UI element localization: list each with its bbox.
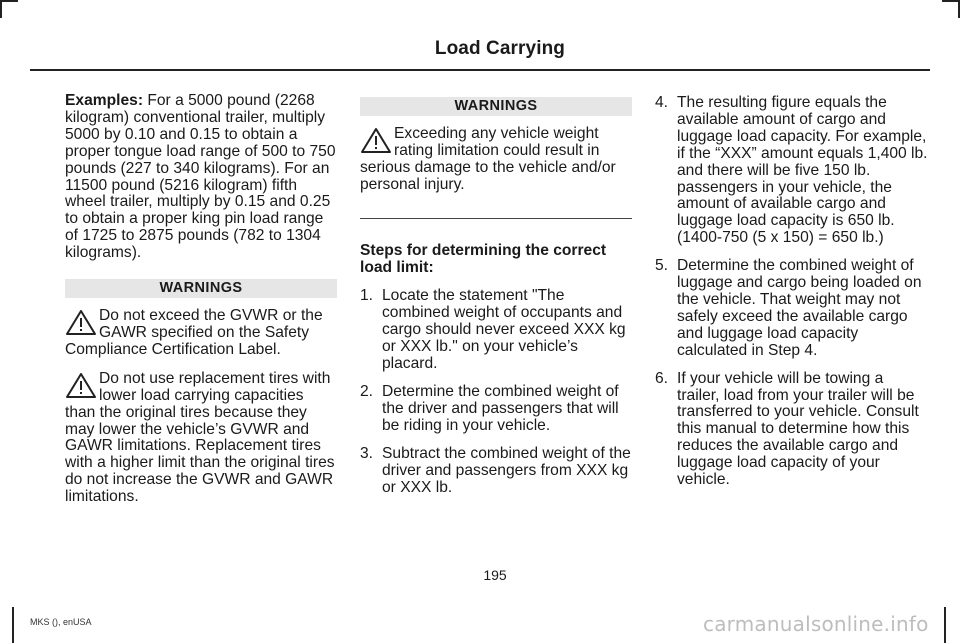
step-number: 1. xyxy=(360,287,374,305)
step-text: Locate the statement "The combined weight of occupants and cargo should never exceed XXX kg or XXX lb." on your vehicle’s placard. xyxy=(382,287,626,373)
step-number: 3. xyxy=(360,444,374,462)
step-text: Determine the combined weight of the driver and passengers that will be riding in your vehicle. xyxy=(382,382,619,434)
crop-mark xyxy=(0,0,18,2)
warnings-heading: WARNINGS xyxy=(65,279,337,298)
crop-mark xyxy=(0,0,2,18)
example-text: For a 5000 pound (2268 kilogram) conventional trailer, multiply 5000 by 0.10 and 0.15 to obtain a proper tongue load range of 500 to 750 pounds (227 to 340 kilograms). For an 11500 pound (5216 kilogram) fifth wheel trailer, multiply by 0.15 and 0.25 to obtain a proper king pin load range of 1725 to 2875 pounds (782 to 1304 kilograms). xyxy=(65,92,336,262)
step-text: Subtract the combined weight of the driver and passengers from XXX kg or XXX lb. xyxy=(382,444,631,496)
warning-triangle-icon xyxy=(65,371,97,399)
list-item xyxy=(360,384,632,435)
warning-text: Do not exceed the GVWR or the GAWR specified on the Safety Compliance Certification Label. xyxy=(65,307,323,358)
step-text: If your vehicle will be towing a trailer, load from your trailer will be transferred to your vehicle. Consult this manual to determine how this reduces the available cargo and luggage load capacity of your vehicle. xyxy=(677,369,919,489)
step-text: The resulting figure equals the available amount of cargo and luggage load capacity. For example, if the “XXX” amount equals 1,400 lb. and there will be five 150 lb. passengers in your vehicle, the amount of available cargo and luggage load capacity is 650 lb. (1400-750 (5 x 150) = 650 lb.) xyxy=(677,94,928,247)
step-number: 2. xyxy=(360,382,374,400)
step-number: 5. xyxy=(655,257,669,275)
watermark: carmanualsonline.info xyxy=(703,612,929,636)
crop-mark xyxy=(944,607,946,643)
warning-item xyxy=(65,308,337,359)
footer-code: MKS (), enUSA xyxy=(30,617,92,627)
column-3 xyxy=(655,93,930,500)
warning-text: Do not use replacement tires with lower load carrying capacities than the original tires because they may lower the vehicle’s GVWR and GAWR limitations. Replacement tires with a higher limit than the original tires do not increase the GVWR and GAWR limitations. xyxy=(65,369,335,506)
warning-triangle-icon xyxy=(360,126,392,154)
list-item xyxy=(360,288,632,373)
steps-list xyxy=(360,288,632,496)
steps-list-continued xyxy=(655,95,930,489)
header-rule xyxy=(30,69,930,71)
crop-mark xyxy=(942,0,960,2)
list-item xyxy=(655,95,930,247)
step-text: Determine the combined weight of luggage and cargo being loaded on the vehicle. That weight may not safely exceed the available cargo and luggage load capacity calculated in Step 4. xyxy=(677,257,922,359)
page-title: Load Carrying xyxy=(434,38,565,59)
column-1 xyxy=(65,93,337,506)
warnings-heading: WARNINGS xyxy=(360,97,632,116)
example-paragraph xyxy=(65,93,337,262)
section-divider xyxy=(360,218,632,219)
example-lead: Examples: xyxy=(65,92,144,109)
warning-text: Exceeding any vehicle weight rating limitation could result in serious damage to the vehicle and/or personal injury. xyxy=(360,125,616,193)
step-number: 6. xyxy=(655,369,669,387)
crop-mark xyxy=(12,607,14,643)
list-item xyxy=(360,446,632,497)
warning-triangle-icon xyxy=(65,308,97,336)
list-item xyxy=(655,258,930,359)
warning-item xyxy=(360,126,632,194)
step-number: 4. xyxy=(655,94,669,111)
steps-heading: Steps for determining the correct load limit: xyxy=(360,241,607,276)
column-2 xyxy=(360,93,632,507)
page-number: 195 xyxy=(483,567,507,583)
warning-item xyxy=(65,371,337,506)
list-item xyxy=(655,371,930,489)
